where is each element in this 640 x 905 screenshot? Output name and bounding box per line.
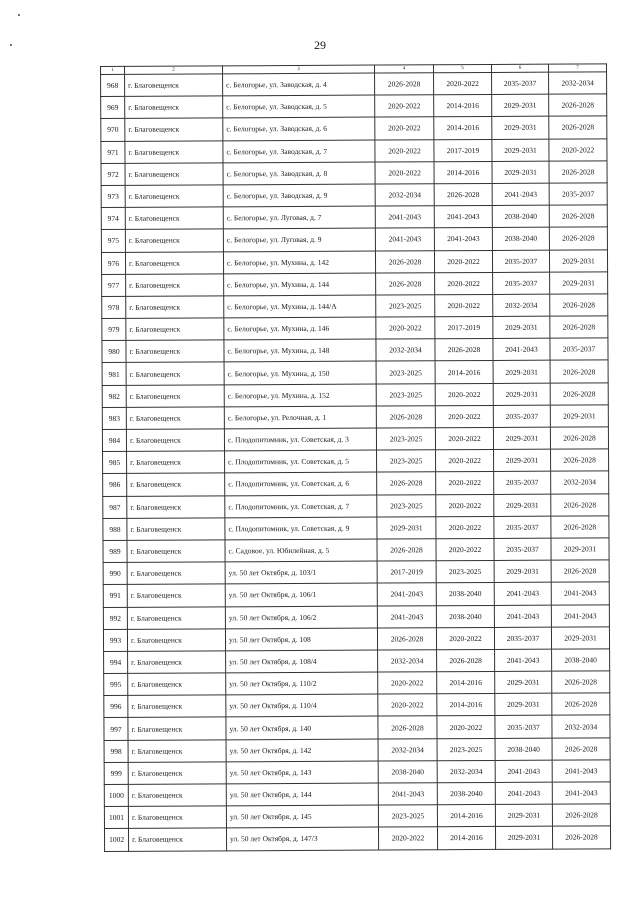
period-cell: 2026-2028 (552, 693, 610, 715)
table-row (104, 826, 610, 851)
period-cell: 2035-2037 (493, 272, 550, 294)
city-cell: г. Благовещенск (126, 384, 224, 407)
address-cell: с. Белогорье, ул. Мухина, д. 142 (223, 251, 375, 274)
period-cell: 2020-2022 (436, 450, 494, 472)
period-cell: 2026-2028 (435, 339, 493, 361)
table-row (104, 649, 610, 674)
period-cell: 2032-2034 (549, 72, 607, 94)
city-cell: г. Благовещенск (128, 695, 226, 718)
period-cell: 2035-2037 (494, 516, 551, 538)
period-cell: 2020-2022 (378, 827, 437, 849)
period-cell: 2026-2028 (549, 116, 607, 138)
period-cell: 2026-2028 (376, 272, 435, 294)
city-cell: г. Благовещенск (126, 274, 224, 297)
period-cell: 2026-2028 (378, 716, 437, 738)
address-cell: с. Плодопитомник, ул. Советская, д. 5 (225, 450, 377, 473)
period-cell: 2023-2025 (376, 361, 435, 383)
address-cell: ул. 50 лет Октября, д. 103/1 (225, 561, 377, 584)
city-cell: г. Благовещенск (125, 163, 223, 186)
address-cell: с. Белогорье, ул. Мухина, д. 144 (224, 273, 376, 296)
period-cell: 2026-2028 (375, 73, 434, 95)
city-cell: г. Благовещенск (128, 762, 226, 785)
addresses-table (100, 63, 611, 851)
period-cell: 2032-2034 (437, 760, 495, 782)
period-cell: 2026-2028 (552, 671, 610, 693)
period-cell: 2026-2028 (437, 649, 495, 671)
table-row (101, 138, 607, 163)
period-cell: 2029-2031 (493, 383, 550, 405)
table-row (104, 737, 610, 762)
period-cell: 2020-2022 (378, 672, 437, 694)
period-cell: 2020-2022 (435, 272, 493, 294)
address-cell: ул. 50 лет Октября, д. 143 (226, 761, 378, 784)
city-cell: г. Благовещенск (128, 828, 226, 851)
period-cell: 2017-2019 (434, 139, 492, 161)
address-cell: с. Белогорье, ул. Заводская, д. 9 (223, 184, 375, 207)
row-number: 987 (103, 496, 127, 518)
period-cell: 2026-2028 (550, 294, 608, 316)
city-cell: г. Благовещенск (125, 140, 223, 163)
table-row (102, 294, 608, 319)
address-cell: ул. 50 лет Октября, д. 106/2 (225, 606, 377, 629)
period-cell: 2029-2031 (495, 827, 552, 849)
row-number: 973 (101, 185, 125, 207)
period-cell: 2026-2028 (551, 493, 609, 515)
table-row (104, 671, 610, 696)
table-row (101, 227, 607, 252)
period-cell: 2032-2034 (378, 650, 437, 672)
row-number: 986 (103, 474, 127, 496)
period-cell: 2020-2022 (375, 117, 434, 139)
row-number: 1000 (104, 784, 128, 806)
period-cell: 2032-2034 (376, 339, 435, 361)
period-cell: 2029-2031 (492, 139, 549, 161)
period-cell: 2026-2028 (375, 250, 434, 272)
page-number: 29 (314, 38, 326, 52)
row-number: 978 (102, 296, 126, 318)
period-cell: 2023-2025 (377, 494, 436, 516)
period-cell: 2014-2016 (435, 361, 493, 383)
city-cell: г. Благовещенск (125, 118, 223, 141)
city-cell: г. Благовещенск (125, 185, 223, 208)
period-cell: 2038-2040 (492, 205, 549, 227)
period-cell: 2029-2031 (492, 117, 549, 139)
period-cell: 2029-2031 (493, 361, 550, 383)
row-number: 981 (102, 363, 126, 385)
period-cell: 2020-2022 (435, 294, 493, 316)
row-number: 990 (103, 562, 127, 584)
city-cell: г. Благовещенск (125, 74, 223, 97)
period-cell: 2026-2028 (550, 360, 608, 382)
table-row (103, 449, 609, 474)
row-number: 974 (101, 207, 125, 229)
period-cell: 2035-2037 (494, 627, 551, 649)
table-row (103, 516, 609, 541)
city-cell: г. Благовещенск (127, 540, 225, 563)
period-cell: 2032-2034 (493, 294, 550, 316)
table-row (103, 604, 609, 629)
period-cell: 2026-2028 (377, 472, 436, 494)
row-number: 968 (101, 74, 125, 96)
period-cell: 2020-2022 (436, 627, 494, 649)
column-number: 6 (491, 64, 548, 72)
address-cell: ул. 50 лет Октября, д. 142 (226, 739, 378, 762)
period-cell: 2032-2034 (378, 738, 437, 760)
address-cell: с. Плодопитомник, ул. Советская, д. 6 (225, 472, 377, 495)
table-row (102, 316, 608, 341)
period-cell: 2014-2016 (437, 672, 495, 694)
period-cell: 2020-2022 (435, 427, 493, 449)
period-cell: 2038-2040 (378, 761, 437, 783)
city-cell: г. Благовещенск (128, 673, 226, 696)
table-row (103, 493, 609, 518)
address-cell: с. Белогорье, ул. Заводская, д. 7 (223, 140, 375, 163)
table-row (102, 427, 608, 452)
period-cell: 2035-2037 (549, 183, 607, 205)
column-number: 5 (433, 64, 491, 72)
period-cell: 2020-2022 (436, 538, 494, 560)
period-cell: 2023-2025 (378, 805, 437, 827)
address-cell: ул. 50 лет Октября, д. 145 (226, 805, 378, 828)
period-cell: 2041-2043 (377, 583, 436, 605)
period-cell: 2029-2031 (493, 427, 550, 449)
period-cell: 2035-2037 (492, 72, 549, 94)
row-number: 971 (101, 141, 125, 163)
period-cell: 2041-2043 (377, 605, 436, 627)
period-cell: 2020-2022 (375, 95, 434, 117)
period-cell: 2026-2028 (551, 449, 609, 471)
period-cell: 2032-2034 (551, 471, 609, 493)
address-cell: с. Белогорье, ул. Заводская, д. 8 (223, 162, 375, 185)
column-number: 1 (101, 66, 125, 74)
period-cell: 2020-2022 (376, 317, 435, 339)
period-cell: 2038-2040 (436, 583, 494, 605)
period-cell: 2020-2022 (375, 162, 434, 184)
period-cell: 2014-2016 (437, 694, 495, 716)
period-cell: 2035-2037 (494, 472, 551, 494)
period-cell: 2026-2028 (376, 406, 435, 428)
address-cell: ул. 50 лет Октября, д. 108 (225, 628, 377, 651)
period-cell: 2032-2034 (552, 715, 610, 737)
period-cell: 2023-2025 (377, 450, 436, 472)
period-cell: 2035-2037 (550, 338, 608, 360)
period-cell: 2041-2043 (494, 605, 551, 627)
address-cell: с. Белогорье, ул. Заводская, д. 4 (223, 73, 375, 96)
period-cell: 2014-2016 (437, 827, 495, 849)
period-cell: 2029-2031 (492, 94, 549, 116)
table-row (103, 538, 609, 563)
period-cell: 2041-2043 (375, 228, 434, 250)
period-cell: 2041-2043 (552, 760, 610, 782)
row-number: 991 (103, 585, 127, 607)
address-cell: с. Белогорье, ул. Мухина, д. 144/А (224, 295, 376, 318)
address-cell: с. Садовое, ул. Юбилейная, д. 5 (225, 539, 377, 562)
period-cell: 2020-2022 (378, 694, 437, 716)
period-cell: 2038-2040 (552, 649, 610, 671)
period-cell: 2026-2028 (552, 826, 610, 848)
table-row (101, 72, 607, 97)
period-cell: 2029-2031 (493, 316, 550, 338)
period-cell: 2026-2028 (377, 627, 436, 649)
period-cell: 2041-2043 (552, 782, 610, 804)
period-cell: 2014-2016 (434, 117, 492, 139)
period-cell: 2041-2043 (434, 206, 492, 228)
table-row (104, 782, 610, 807)
address-cell: с. Белогорье, ул. Заводская, д. 6 (223, 117, 375, 140)
period-cell: 2029-2031 (551, 627, 609, 649)
row-number: 999 (104, 762, 128, 784)
table-row (101, 116, 607, 141)
column-number: 7 (548, 64, 606, 72)
period-cell: 2023-2025 (437, 738, 495, 760)
city-cell: г. Благовещенск (126, 407, 224, 430)
row-number: 997 (104, 718, 128, 740)
table-row (101, 249, 607, 274)
period-cell: 2026-2028 (551, 516, 609, 538)
table-row (102, 360, 608, 385)
period-cell: 2020-2022 (437, 716, 495, 738)
city-cell: г. Благовещенск (128, 784, 226, 807)
row-number: 993 (103, 629, 127, 651)
address-cell: с. Плодопитомник, ул. Советская, д. 7 (225, 495, 377, 518)
city-cell: г. Благовещенск (128, 806, 226, 829)
period-cell: 2038-2040 (492, 227, 549, 249)
table-row (102, 405, 608, 430)
period-cell: 2014-2016 (437, 805, 495, 827)
period-cell: 2038-2040 (437, 782, 495, 804)
period-cell: 2029-2031 (550, 405, 608, 427)
period-cell: 2023-2025 (376, 295, 435, 317)
row-number: 989 (103, 540, 127, 562)
row-number: 975 (101, 230, 125, 252)
city-cell: г. Благовещенск (126, 340, 224, 363)
period-cell: 2014-2016 (434, 95, 492, 117)
row-number: 979 (102, 318, 126, 340)
table-row (104, 715, 610, 740)
period-cell: 2026-2028 (552, 804, 610, 826)
period-cell: 2020-2022 (435, 405, 493, 427)
period-cell: 2029-2031 (551, 538, 609, 560)
column-number: 4 (374, 65, 433, 73)
city-cell: г. Благовещенск (125, 96, 223, 119)
city-cell: г. Благовещенск (128, 651, 226, 674)
table-row (101, 94, 607, 119)
row-number: 1001 (104, 807, 128, 829)
row-number: 996 (104, 696, 128, 718)
table-row (104, 804, 610, 829)
period-cell: 2041-2043 (494, 582, 551, 604)
row-number: 982 (102, 385, 126, 407)
city-cell: г. Благовещенск (126, 318, 224, 341)
address-cell: с. Белогорье, ул. Мухина, д. 148 (224, 339, 376, 362)
period-cell: 2026-2028 (550, 316, 608, 338)
period-cell: 2020-2022 (436, 516, 494, 538)
period-cell: 2035-2037 (495, 716, 552, 738)
table-row (104, 760, 610, 785)
column-number: 2 (125, 66, 223, 75)
row-number: 988 (103, 518, 127, 540)
period-cell: 2041-2043 (492, 183, 549, 205)
city-cell: г. Благовещенск (127, 606, 225, 629)
period-cell: 2041-2043 (551, 582, 609, 604)
address-cell: с. Белогорье, ул. Заводская, д. 5 (223, 95, 375, 118)
row-number: 994 (104, 651, 128, 673)
address-cell: с. Белогорье, ул. Мухина, д. 150 (224, 361, 376, 384)
address-cell: с. Плодопитомник, ул. Советская, д. 9 (225, 517, 377, 540)
city-cell: г. Благовещенск (127, 562, 225, 585)
period-cell: 2020-2022 (375, 139, 434, 161)
row-number: 998 (104, 740, 128, 762)
table-row (104, 693, 610, 718)
period-cell: 2041-2043 (375, 206, 434, 228)
period-cell: 2026-2028 (549, 205, 607, 227)
city-cell: г. Благовещенск (125, 229, 223, 252)
address-cell: ул. 50 лет Октября, д. 106/1 (225, 583, 377, 606)
period-cell: 2029-2031 (495, 671, 552, 693)
address-cell: ул. 50 лет Октября, д. 110/4 (226, 694, 378, 717)
table-row (101, 205, 607, 230)
table-row (103, 560, 609, 585)
city-cell: г. Благовещенск (127, 518, 225, 541)
period-cell: 2029-2031 (494, 494, 551, 516)
period-cell: 2035-2037 (493, 405, 550, 427)
period-cell: 2023-2025 (376, 428, 435, 450)
period-cell: 2041-2043 (434, 228, 492, 250)
period-cell: 2020-2022 (434, 72, 492, 94)
period-cell: 2041-2043 (495, 649, 552, 671)
period-cell: 2035-2037 (494, 538, 551, 560)
city-cell: г. Благовещенск (126, 429, 224, 452)
period-cell: 2029-2031 (495, 804, 552, 826)
address-cell: с. Белогорье, ул. Релочная, д. 1 (224, 406, 376, 429)
period-cell: 2041-2043 (493, 338, 550, 360)
period-cell: 2032-2034 (375, 184, 434, 206)
city-cell: г. Благовещенск (127, 495, 225, 518)
city-cell: г. Благовещенск (128, 739, 226, 762)
period-cell: 2041-2043 (551, 604, 609, 626)
address-cell: с. Белогорье, ул. Мухина, д. 146 (224, 317, 376, 340)
row-number: 983 (102, 407, 126, 429)
period-cell: 2023-2025 (376, 383, 435, 405)
period-cell: 2026-2028 (552, 737, 610, 759)
row-number: 972 (101, 163, 125, 185)
period-cell: 2029-2031 (492, 161, 549, 183)
scan-speck (10, 44, 12, 46)
city-cell: г. Благовещенск (125, 251, 223, 274)
period-cell: 2026-2028 (549, 94, 607, 116)
period-cell: 2026-2028 (434, 183, 492, 205)
period-cell: 2029-2031 (377, 516, 436, 538)
address-cell: ул. 50 лет Октября, д. 140 (226, 716, 378, 739)
city-cell: г. Благовещенск (127, 451, 225, 474)
period-cell: 2026-2028 (550, 427, 608, 449)
period-cell: 2038-2040 (495, 738, 552, 760)
period-cell: 2023-2025 (436, 561, 494, 583)
period-cell: 2029-2031 (494, 560, 551, 582)
period-cell: 2026-2028 (549, 161, 607, 183)
period-cell: 2029-2031 (494, 449, 551, 471)
column-number: 3 (223, 65, 375, 74)
row-number: 970 (101, 119, 125, 141)
period-cell: 2020-2022 (435, 383, 493, 405)
table-row (103, 582, 609, 607)
row-number: 992 (103, 607, 127, 629)
address-cell: с. Белогорье, ул. Луговая, д. 7 (223, 206, 375, 229)
period-cell: 2038-2040 (436, 605, 494, 627)
period-cell: 2020-2022 (549, 138, 607, 160)
period-cell: 2026-2028 (549, 227, 607, 249)
period-cell: 2029-2031 (550, 272, 608, 294)
period-cell: 2029-2031 (495, 693, 552, 715)
table-row (102, 338, 608, 363)
row-number: 969 (101, 97, 125, 119)
period-cell: 2017-2019 (435, 317, 493, 339)
address-cell: с. Белогорье, ул. Луговая, д. 9 (223, 228, 375, 251)
period-cell: 2014-2016 (434, 161, 492, 183)
city-cell: г. Благовещенск (126, 362, 224, 385)
row-number: 984 (102, 429, 126, 451)
period-cell: 2029-2031 (549, 249, 607, 271)
period-cell: 2041-2043 (495, 782, 552, 804)
table-row (101, 183, 607, 208)
city-cell: г. Благовещенск (127, 584, 225, 607)
period-cell: 2041-2043 (495, 760, 552, 782)
city-cell: г. Благовещенск (126, 296, 224, 319)
row-number: 995 (104, 673, 128, 695)
row-number: 976 (101, 252, 125, 274)
period-cell: 2017-2019 (377, 561, 436, 583)
table-row (103, 627, 609, 652)
address-cell: ул. 50 лет Октября, д. 110/2 (226, 672, 378, 695)
period-cell: 2026-2028 (551, 560, 609, 582)
city-cell: г. Благовещенск (128, 717, 226, 740)
address-cell: ул. 50 лет Октября, д. 108/4 (226, 650, 378, 673)
period-cell: 2020-2022 (434, 250, 492, 272)
city-cell: г. Благовещенск (127, 473, 225, 496)
address-cell: ул. 50 лет Октября, д. 144 (226, 783, 378, 806)
period-cell: 2020-2022 (436, 494, 494, 516)
scan-speck (18, 14, 20, 16)
row-number: 980 (102, 341, 126, 363)
city-cell: г. Благовещенск (125, 207, 223, 230)
row-number: 1002 (104, 829, 128, 851)
address-cell: с. Плодопитомник, ул. Советская, д. 3 (224, 428, 376, 451)
address-cell: ул. 50 лет Октября, д. 147/3 (226, 827, 378, 850)
table-row (102, 382, 608, 407)
row-number: 985 (103, 452, 127, 474)
table-row (101, 161, 607, 186)
address-cell: с. Белогорье, ул. Мухина, д. 152 (224, 384, 376, 407)
period-cell: 2026-2028 (377, 539, 436, 561)
table-row (102, 272, 608, 297)
city-cell: г. Благовещенск (127, 629, 225, 652)
period-cell: 2041-2043 (378, 783, 437, 805)
period-cell: 2026-2028 (550, 382, 608, 404)
row-number: 977 (102, 274, 126, 296)
table-body (101, 72, 611, 851)
table-row (103, 471, 609, 496)
period-cell: 2020-2022 (436, 472, 494, 494)
period-cell: 2035-2037 (492, 250, 549, 272)
